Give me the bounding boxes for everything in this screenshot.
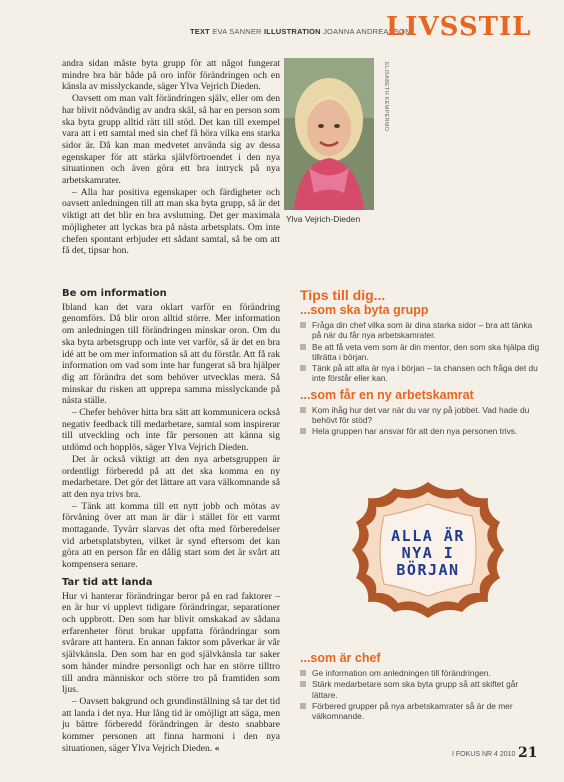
bullet-icon <box>300 428 306 434</box>
subheading: Be om information <box>62 288 167 299</box>
list-item <box>300 342 540 363</box>
tips-group-title: ...som är chef <box>300 651 381 665</box>
frame-line: ALLA ÄR <box>391 527 465 545</box>
paragraph: – Chefer behöver hitta bra sätt att kommunicera också negativ feedback till medarbetare, samtal som inspirerar till utveckling och inte får personen att känna sig utdömd och hopplös, säger Ylva Vejrich Dieden. <box>62 407 280 454</box>
tips-title: Tips till dig... <box>300 287 386 303</box>
bullet-icon <box>300 322 306 328</box>
portrait-photo <box>284 58 374 210</box>
paragraph-text: – Oavsett bakgrund och grundinställning så tar det tid att landa i det nya. Hur lång tid är omöjligt att säga, men ju bättre förberedd förändringen är desto snabbare kommer personen att finna harmoni i den nya situationen, säger Ylva Vejrich Dieden. <box>62 695 280 754</box>
article-column-bottom <box>62 288 280 754</box>
frame-line: BÖRJAN <box>396 561 460 579</box>
tips-box <box>300 287 540 441</box>
bullet-icon <box>300 703 306 709</box>
bullet-icon <box>300 365 306 371</box>
list-item-text: Stärk medarbetare som ska byta grupp så att skiftet går lättare. <box>312 679 519 700</box>
paragraph: Hur vi hanterar förändringar beror på en rad faktorer – en är hur vi upplevt tidigare förändringar, separationer och uppbrott. Den som har blivit omskakad av sådana erfarenheter förut brukar uppfatta förändringar som svårare att hantera. En annan faktor som påverkar är vår självkänsla. Den som har en god självkänsla tar saker som händer mindre personligt och har en större tilltro till andra människor och större tro på framtiden som ljus. <box>62 590 280 696</box>
frame-line: NYA I <box>401 544 455 562</box>
photo-caption: Ylva Vejrich-Dieden <box>286 214 361 224</box>
tips-group-title: ...som ska byta grupp <box>300 303 429 317</box>
list-item-text: Hela gruppen har ansvar för att den nya personen trivs. <box>312 426 518 437</box>
list-item-text: Förbered grupper på nya arbetskamrater så är de mer välkomnande. <box>312 700 513 722</box>
credit-text-name: EVA SANNER <box>212 27 262 36</box>
list-item-text: Tänk på att alla är nya i början – ta chansen och fråga det du inte förstår eller kan. <box>312 363 538 384</box>
list-item-text: Kom ihåg hur det var när du var ny på jobbet. Vad hade du behövt för stöd? <box>312 404 530 426</box>
page-footer <box>452 751 515 758</box>
paragraph: andra sidan måste byta grupp för att något fungerat mindre bra bär både på oro inför förändringen och en känsla av misslyckande, säger Ylva Vejrich Dieden. <box>62 58 280 93</box>
list-item <box>300 668 540 678</box>
list-item <box>300 405 540 426</box>
credit-illustration-name: JOANNA ANDREASSON <box>323 27 411 36</box>
paragraph: Det är också viktigt att den nya arbetsgruppen är ordentligt förberedd på att det ska komma en ny medarbetare. Det gör det lättare att vara välkomnande så att den nya trivs bra. <box>62 453 280 500</box>
list-item <box>300 426 540 436</box>
bullet-icon <box>300 681 306 687</box>
tips-list <box>300 405 540 437</box>
list-item-text: Fråga din chef vilka som är dina starka sidor – bra att tänka på när du får nya arbetskamrater. <box>312 320 533 341</box>
list-item <box>300 320 540 341</box>
issue-year: 2010 <box>499 751 516 758</box>
list-item <box>300 679 540 700</box>
bullet-icon <box>300 407 306 413</box>
list-item-text: Be att få veta vem som är din mentor, den som ska hjälpa dig tillrätta i början. <box>312 341 540 362</box>
frame-text <box>344 528 512 579</box>
tips-list <box>300 320 540 384</box>
credit-illustration-label: ILLUSTRATION <box>263 27 321 36</box>
bullet-icon <box>300 344 306 350</box>
byline <box>190 27 411 36</box>
paragraph <box>62 696 280 755</box>
photo-credit: ELISABETH KEMPERMO <box>383 62 389 132</box>
tips-group-title: ...som får en ny arbetskamrat <box>300 387 474 402</box>
credit-text-label: TEXT <box>190 27 210 36</box>
paragraph: Ibland kan det vara oklart varför en förändring genomförs. Då blir oron alltid större. Mer information om anledningen till förändringen minskar oron. Om du ska byta arbetsgrupp och inte vet varför, så är det en bra idé att be om mer information så att du förstår. Att få rak information om vad som inte har fungerat så bra hjälper dig att förändra det som behöver utvecklas mera. Så minskar du risken att upprepa samma misslyckande på nästa ställe. <box>62 301 280 407</box>
tips-list <box>300 668 540 721</box>
list-item-text: Ge information om anledningen till förändringen. <box>312 668 491 678</box>
section-title: LIVSSTIL <box>386 12 532 42</box>
paragraph: – Alla har positiva egenskaper och färdigheter och oavsett anledningen till att man ska byta grupp, så är det viktigt att det blir en bra avslutning. Det ger maximala möjligheter att lyckas bra på nästa arbetsplats. Om inte chefen spontant erbjuder ett sådant samtal, så be om att få det, tipsar hon. <box>62 186 280 257</box>
decorative-frame <box>344 476 512 624</box>
paragraph: Oavsett om man valt förändringen själv, eller om den har blivit nödvändig av andra skäl, så har en person som ska byta grupp alltid rätt till stöd. Det kan till exempel vara att i ett samtal med sin chef få höra vilka ens starka sidor är. Då kan man medvetet använda sig av dessa egenskaper för att stärka självförtroendet i den nya situationen och även göra ett bra intryck på nya arbetskamrater. <box>62 93 280 187</box>
paragraph: – Tänk att komma till ett nytt jobb och mötas av förvåning över att man är där i stället för ett varmt mottagande. Tyvärr slarvas det ofta med förberedelser vid arbetsplatsbyten, vilket är synd eftersom det kan göra att en person får en dålig start som det är svårt att kompensera senare. <box>62 500 280 571</box>
page-number: 21 <box>518 745 538 761</box>
magazine-name: I FOKUS <box>452 751 481 758</box>
issue-number: NR 4 <box>481 751 498 758</box>
list-item <box>300 701 540 722</box>
portrait-illustration <box>284 58 374 210</box>
list-item <box>300 363 540 384</box>
bullet-icon <box>300 670 306 676</box>
end-mark-icon: « <box>214 742 220 754</box>
tips-chef <box>300 651 540 725</box>
subheading: Tar tid att landa <box>62 576 153 588</box>
article-column-top <box>62 58 280 257</box>
